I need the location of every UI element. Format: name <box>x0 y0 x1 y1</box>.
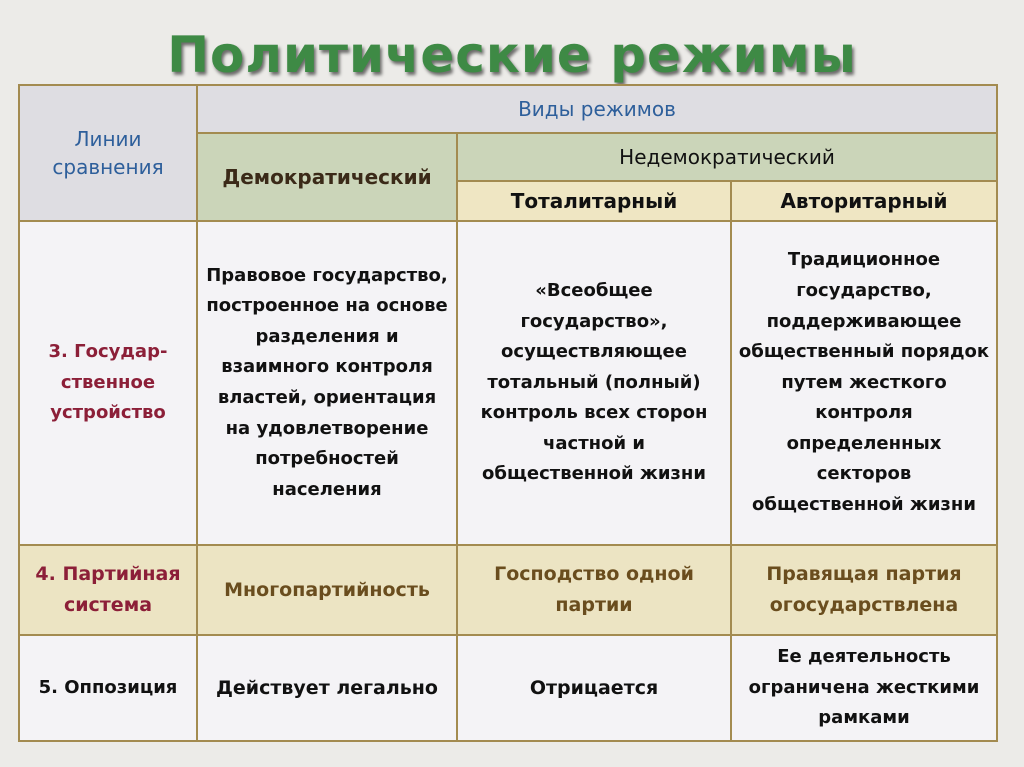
cell-party-authoritarian: Правящая партия огосударствлена <box>730 544 998 636</box>
cell-state-democratic: Правовое государство, построенное на основе разделения и взаимного контроля властей, ориентация на удовлетворение потребностей населения <box>196 220 458 546</box>
header-lines-of-comparison: Линии сравнения <box>18 84 198 222</box>
header-non-democratic: Недемократический <box>456 132 998 182</box>
header-authoritarian: Авторитарный <box>730 180 998 222</box>
cell-party-democratic: Многопартийность <box>196 544 458 636</box>
header-regime-types: Виды режимов <box>196 84 998 134</box>
header-totalitarian: Тоталитарный <box>456 180 732 222</box>
row-label-opposition: 5. Оппозиция <box>18 634 198 742</box>
row-label-party-system: 4. Партийная система <box>18 544 198 636</box>
row-label-state-structure: 3. Государ-ственное устройство <box>18 220 198 546</box>
cell-opposition-democratic: Действует легально <box>196 634 458 742</box>
cell-opposition-totalitarian: Отрицается <box>456 634 732 742</box>
page-title: Политические режимы <box>167 26 857 84</box>
cell-state-authoritarian: Традиционное государство, поддерживающее общественный порядок путем жесткого контроля определенных секторов общественной жизни <box>730 220 998 546</box>
cell-party-totalitarian: Господство одной партии <box>456 544 732 636</box>
cell-state-totalitarian: «Всеобщее государство», осуществляющее тотальный (полный) контроль всех сторон частной и общественной жизни <box>456 220 732 546</box>
cell-opposition-authoritarian: Ее деятельность ограничена жесткими рамками <box>730 634 998 742</box>
header-democratic: Демократический <box>196 132 458 222</box>
